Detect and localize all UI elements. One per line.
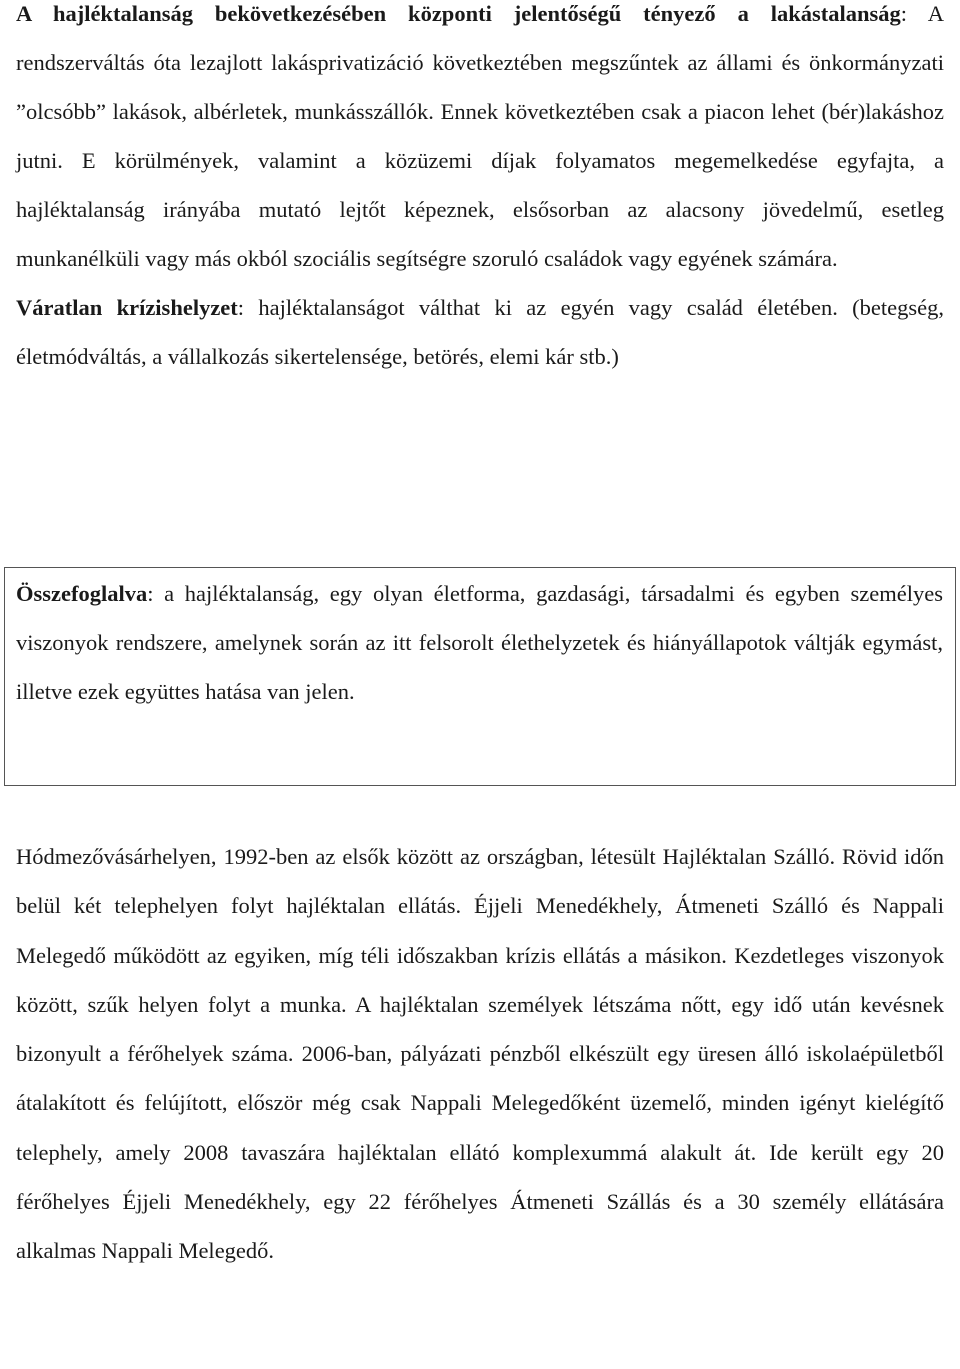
summary-box	[4, 567, 956, 786]
history-paragraph: Hódmezővásárhelyen, 1992-ben az elsők között az országban, létesült Hajléktalan Szálló. Rövid időn belül két telephelyen folyt hajléktalan ellátás. Éjjeli Menedékhely, Átmeneti Szálló és Nappali Melegedő működött az egyiken, míg téli időszakban krízis ellátás a másikon. Kezdetleges viszonyok között, szűk helyen folyt a munka. A hajléktalan személyek létszáma nőtt, egy idő után kevésnek bizonyult a férőhelyek száma. 2006-ban, pályázati pénzből elkészült egy üresen álló iskolaépületből átalakított és felújított, először még csak Nappali Melegedőként üzemelő, minden igényt kielégítő telephely, amely 2008 tavaszára hajléktalan ellátó komplexummá alakult át. Ide került egy 20 férőhelyes Éjjeli Menedékhely, egy 22 férőhelyes Átmeneti Szállás és a 30 személy ellátására alkalmas Nappali Melegedő.	[16, 844, 944, 1264]
heading-homelessness-cause: A hajléktalanság bekövetkezésében központi jelentőségű tényező a lakástalanság	[16, 1, 901, 26]
summary-paragraph	[16, 569, 943, 716]
document-page	[16, 0, 944, 381]
crisis-text: : hajléktalanságot válthat ki az egyén vagy család életében. (betegség, életmódváltás, a vállalkozás sikertelensége, betörés, elemi kár stb.)	[16, 295, 944, 369]
intro-paragraph	[16, 0, 944, 381]
heading-colon: :	[900, 1, 908, 26]
summary-text: : a hajléktalanság, egy olyan életforma, gazdasági, társadalmi és egyben személyes viszonyok rendszere, amelynek során az itt felsorolt élethelyzetek és hiányállapotok váltják egymást, illetve ezek együttes hatása van jelen.	[16, 581, 943, 704]
summary-label: Összefoglalva	[16, 581, 148, 606]
history-section	[16, 832, 944, 1276]
intro-text: A rendszerváltás óta lezajlott lakásprivatizáció következtében megszűntek az állami és önkormányzati ”olcsóbb” lakások, albérletek, munkásszállók. Ennek következtében csak a piacon lehet (bér)lakáshoz jutni. E körülmények, valamint a közüzemi díjak folyamatos megemelkedése egyfajta, a hajléktalanság irányába mutató lejtőt képeznek, elsősorban az alacsony jövedelmű, esetleg munkanélküli vagy más okból szociális segítségre szoruló családok vagy egyének számára.	[16, 1, 945, 271]
crisis-heading: Váratlan krízishelyzet	[16, 295, 238, 320]
